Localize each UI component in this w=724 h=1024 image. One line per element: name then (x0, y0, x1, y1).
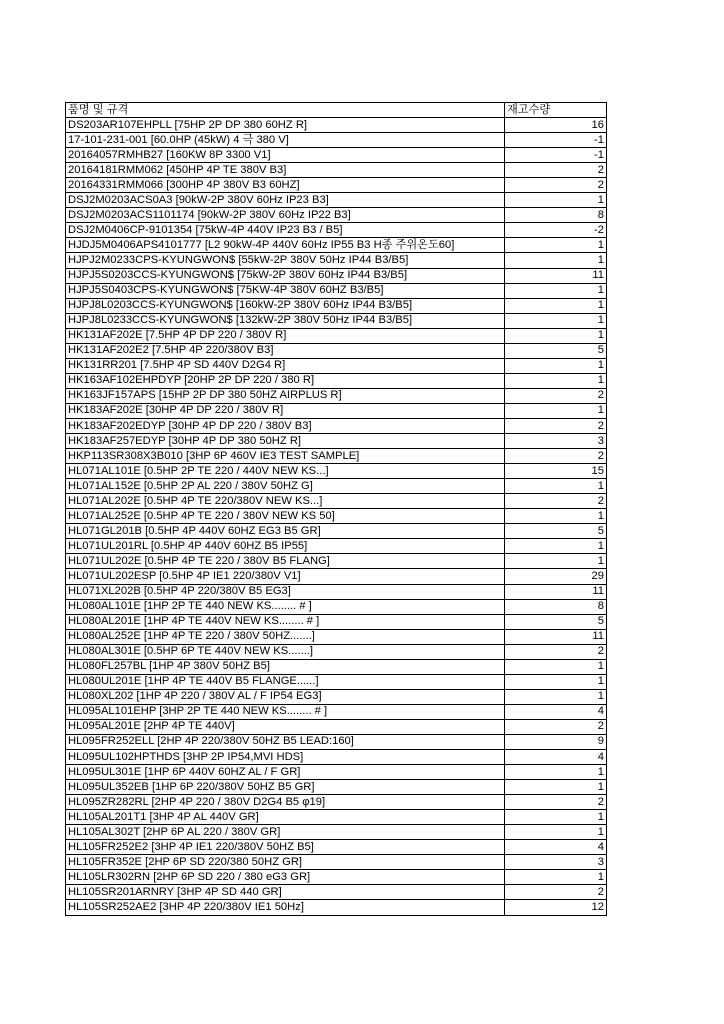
stock-qty-cell: 1 (505, 509, 607, 524)
item-name-spec-cell: HL105FR252E2 [3HP 4P IE1 220/380V 50HZ B5] (66, 840, 505, 855)
table-row (66, 328, 607, 343)
item-name-spec-cell: HKP113SR308X3B010 [3HP 6P 460V IE3 TEST SAMPLE] (66, 449, 505, 464)
item-name-spec-cell: HL105AL201T1 [3HP 4P AL 440V GR] (66, 810, 505, 825)
item-name-spec-cell: HK131AF202E [7.5HP 4P DP 220 / 380V R] (66, 328, 505, 343)
table-row (66, 509, 607, 524)
table-row (66, 403, 607, 418)
item-name-spec-cell: DS203AR107EHPLL [75HP 2P DP 380 60HZ R] (66, 118, 505, 133)
stock-qty-cell: 29 (505, 569, 607, 584)
stock-qty-cell: 2 (505, 163, 607, 178)
table-row (66, 900, 607, 915)
item-name-spec-cell: 17-101-231-001 [60.0HP (45kW) 4 극 380 V] (66, 133, 505, 148)
item-name-spec-cell: 20164057RMHB27 [160KW 8P 3300 V1] (66, 148, 505, 163)
table-row (66, 750, 607, 765)
table-row (66, 870, 607, 885)
stock-qty-cell: 1 (505, 659, 607, 674)
item-name-spec-cell: HK163AF102EHPDYP [20HP 2P DP 220 / 380 R] (66, 373, 505, 388)
item-name-spec-cell: DSJ2M0203ACS0A3 [90kW-2P 380V 60Hz IP23 B3] (66, 193, 505, 208)
item-name-spec-cell: HL071AL252E [0.5HP 4P TE 220 / 380V NEW KS 50] (66, 509, 505, 524)
item-name-spec-cell: HL080UL201E [1HP 4P TE 440V B5 FLANGE......] (66, 674, 505, 689)
stock-qty-cell: 4 (505, 704, 607, 719)
table-row (66, 298, 607, 313)
inventory-sheet (65, 102, 606, 916)
stock-qty-cell: 1 (505, 313, 607, 328)
table-row (66, 373, 607, 388)
column-header-name-spec: 품명 및 규격 (66, 103, 505, 118)
table-body (66, 118, 607, 915)
stock-qty-cell: 4 (505, 750, 607, 765)
table-row (66, 795, 607, 810)
table-row (66, 674, 607, 689)
stock-qty-cell: 2 (505, 494, 607, 509)
stock-qty-cell: -1 (505, 148, 607, 163)
stock-qty-cell: 1 (505, 765, 607, 780)
table-row (66, 840, 607, 855)
stock-qty-cell: -2 (505, 223, 607, 238)
item-name-spec-cell: HL080AL201E [1HP 4P TE 440V NEW KS........ # ] (66, 614, 505, 629)
item-name-spec-cell: HL071AL101E [0.5HP 2P TE 220 / 440V NEW KS...] (66, 464, 505, 479)
item-name-spec-cell: HL080AL301E [0.5HP 6P TE 440V NEW KS.......] (66, 644, 505, 659)
item-name-spec-cell: HK183AF202E [30HP 4P DP 220 / 380V R] (66, 403, 505, 418)
table-row (66, 193, 607, 208)
table-row (66, 644, 607, 659)
table-row (66, 238, 607, 253)
stock-qty-cell: 11 (505, 584, 607, 599)
item-name-spec-cell: HL080FL257BL [1HP 4P 380V 50HZ B5] (66, 659, 505, 674)
item-name-spec-cell: HJPJ8L0233CCS-KYUNGWON$ [132kW-2P 380V 50Hz IP44 B3/B5] (66, 313, 505, 328)
item-name-spec-cell: HL105SR201ARNRY [3HP 4P SD 440 GR] (66, 885, 505, 900)
stock-qty-cell: 1 (505, 328, 607, 343)
stock-qty-cell: 4 (505, 840, 607, 855)
item-name-spec-cell: HL080AL252E [1HP 4P TE 220 / 380V 50HZ.......] (66, 629, 505, 644)
item-name-spec-cell: HL095UL102HPTHDS [3HP 2P IP54,MVI HDS] (66, 750, 505, 765)
stock-qty-cell: 11 (505, 268, 607, 283)
inventory-table (65, 102, 607, 916)
stock-qty-cell: 2 (505, 719, 607, 734)
table-row (66, 418, 607, 433)
item-name-spec-cell: HL095UL301E [1HP 6P 440V 60HZ AL / F GR] (66, 765, 505, 780)
table-row (66, 178, 607, 193)
table-row (66, 464, 607, 479)
item-name-spec-cell: HL071XL202B [0.5HP 4P 220/380V B5 EG3] (66, 584, 505, 599)
stock-qty-cell: 1 (505, 674, 607, 689)
stock-qty-cell: 2 (505, 644, 607, 659)
stock-qty-cell: 2 (505, 449, 607, 464)
table-row (66, 208, 607, 223)
table-row (66, 434, 607, 449)
item-name-spec-cell: HL080AL101E [1HP 2P TE 440 NEW KS........ # ] (66, 599, 505, 614)
stock-qty-cell: 1 (505, 253, 607, 268)
table-row (66, 253, 607, 268)
item-name-spec-cell: HL071UL201RL [0.5HP 4P 440V 60HZ B5 IP55] (66, 539, 505, 554)
item-name-spec-cell: HL071GL201B [0.5HP 4P 440V 60HZ EG3 B5 GR] (66, 524, 505, 539)
table-row (66, 719, 607, 734)
stock-qty-cell: 1 (505, 825, 607, 840)
table-row (66, 584, 607, 599)
item-name-spec-cell: HL080XL202 [1HP 4P 220 / 380V AL / F IP54 EG3] (66, 689, 505, 704)
table-row (66, 569, 607, 584)
item-name-spec-cell: HL095AL201E [2HP 4P TE 440V] (66, 719, 505, 734)
item-name-spec-cell: HL095UL352EB [1HP 6P 220/380V 50HZ B5 GR] (66, 780, 505, 795)
item-name-spec-cell: HK183AF257EDYP [30HP 4P DP 380 50HZ R] (66, 434, 505, 449)
stock-qty-cell: 1 (505, 689, 607, 704)
table-row (66, 539, 607, 554)
stock-qty-cell: 1 (505, 479, 607, 494)
table-header-row (66, 103, 607, 118)
stock-qty-cell: 15 (505, 464, 607, 479)
item-name-spec-cell: DSJ2M0203ACS1101174 [90kW-2P 380V 60Hz IP22 B3] (66, 208, 505, 223)
table-row (66, 148, 607, 163)
column-header-stock-qty: 재고수량 (505, 103, 607, 118)
table-row (66, 358, 607, 373)
stock-qty-cell: 8 (505, 599, 607, 614)
stock-qty-cell: -1 (505, 133, 607, 148)
stock-qty-cell: 1 (505, 358, 607, 373)
table-row (66, 599, 607, 614)
stock-qty-cell: 1 (505, 298, 607, 313)
table-row (66, 133, 607, 148)
table-row (66, 614, 607, 629)
item-name-spec-cell: HJDJ5M0406APS4101777 [L2 90kW-4P 440V 60Hz IP55 B3 H종 주위온도60] (66, 238, 505, 253)
item-name-spec-cell: HK131RR201 [7.5HP 4P SD 440V D2G4 R] (66, 358, 505, 373)
table-row (66, 524, 607, 539)
table-row (66, 479, 607, 494)
item-name-spec-cell: HL105FR352E [2HP 6P SD 220/380 50HZ GR] (66, 855, 505, 870)
item-name-spec-cell: HL105AL302T [2HP 6P AL 220 / 380V GR] (66, 825, 505, 840)
stock-qty-cell: 1 (505, 193, 607, 208)
item-name-spec-cell: HL095AL101EHP [3HP 2P TE 440 NEW KS........ # ] (66, 704, 505, 719)
table-row (66, 780, 607, 795)
stock-qty-cell: 3 (505, 434, 607, 449)
table-row (66, 343, 607, 358)
item-name-spec-cell: HL105SR252AE2 [3HP 4P 220/380V IE1 50Hz] (66, 900, 505, 915)
stock-qty-cell: 2 (505, 885, 607, 900)
stock-qty-cell: 1 (505, 238, 607, 253)
item-name-spec-cell: DSJ2M0406CP-9101354 [75kW-4P 440V IP23 B3 / B5] (66, 223, 505, 238)
stock-qty-cell: 1 (505, 539, 607, 554)
table-row (66, 283, 607, 298)
table-row (66, 765, 607, 780)
table-row (66, 313, 607, 328)
item-name-spec-cell: HL095ZR282RL [2HP 4P 220 / 380V D2G4 B5 φ19] (66, 795, 505, 810)
item-name-spec-cell: HK131AF202E2 [7.5HP 4P 220/380V B3] (66, 343, 505, 358)
table-row (66, 659, 607, 674)
item-name-spec-cell: HJPJ8L0203CCS-KYUNGWON$ [160kW-2P 380V 60Hz IP44 B3/B5] (66, 298, 505, 313)
stock-qty-cell: 2 (505, 795, 607, 810)
stock-qty-cell: 5 (505, 614, 607, 629)
table-row (66, 554, 607, 569)
stock-qty-cell: 1 (505, 554, 607, 569)
table-row (66, 388, 607, 403)
stock-qty-cell: 5 (505, 524, 607, 539)
table-row (66, 885, 607, 900)
item-name-spec-cell: 20164331RMM066 [300HP 4P 380V B3 60HZ] (66, 178, 505, 193)
item-name-spec-cell: HL105LR302RN [2HP 6P SD 220 / 380 eG3 GR] (66, 870, 505, 885)
stock-qty-cell: 1 (505, 373, 607, 388)
item-name-spec-cell: 20164181RMM062 [450HP 4P TE 380V B3] (66, 163, 505, 178)
stock-qty-cell: 1 (505, 780, 607, 795)
item-name-spec-cell: HJPJ5S0203CCS-KYUNGWON$ [75kW-2P 380V 60Hz IP44 B3/B5] (66, 268, 505, 283)
stock-qty-cell: 8 (505, 208, 607, 223)
item-name-spec-cell: HL071AL202E [0.5HP 4P TE 220/380V NEW KS...] (66, 494, 505, 509)
item-name-spec-cell: HJPJ2M0233CPS-KYUNGWON$ [55kW-2P 380V 50Hz IP44 B3/B5] (66, 253, 505, 268)
stock-qty-cell: 1 (505, 870, 607, 885)
stock-qty-cell: 11 (505, 629, 607, 644)
table-row (66, 223, 607, 238)
table-row (66, 449, 607, 464)
item-name-spec-cell: HL095FR252ELL [2HP 4P 220/380V 50HZ B5 LEAD:160] (66, 734, 505, 749)
item-name-spec-cell: HJPJ5S0403CPS-KYUNGWON$ [75KW-4P 380V 60HZ B3/B5] (66, 283, 505, 298)
stock-qty-cell: 1 (505, 403, 607, 418)
stock-qty-cell: 16 (505, 118, 607, 133)
item-name-spec-cell: HL071UL202E [0.5HP 4P TE 220 / 380V B5 FLANG] (66, 554, 505, 569)
stock-qty-cell: 12 (505, 900, 607, 915)
stock-qty-cell: 2 (505, 178, 607, 193)
table-row (66, 494, 607, 509)
stock-qty-cell: 2 (505, 388, 607, 403)
table-row (66, 825, 607, 840)
stock-qty-cell: 3 (505, 855, 607, 870)
stock-qty-cell: 9 (505, 734, 607, 749)
item-name-spec-cell: HL071UL202ESP [0.5HP 4P IE1 220/380V V1] (66, 569, 505, 584)
item-name-spec-cell: HK163JF157APS [15HP 2P DP 380 50HZ AIRPLUS R] (66, 388, 505, 403)
stock-qty-cell: 5 (505, 343, 607, 358)
table-row (66, 810, 607, 825)
stock-qty-cell: 1 (505, 810, 607, 825)
table-row (66, 734, 607, 749)
table-row (66, 855, 607, 870)
stock-qty-cell: 1 (505, 283, 607, 298)
table-row (66, 118, 607, 133)
table-row (66, 268, 607, 283)
table-row (66, 689, 607, 704)
item-name-spec-cell: HL071AL152E [0.5HP 2P AL 220 / 380V 50HZ G] (66, 479, 505, 494)
table-row (66, 704, 607, 719)
table-row (66, 163, 607, 178)
item-name-spec-cell: HK183AF202EDYP [30HP 4P DP 220 / 380V B3] (66, 418, 505, 433)
stock-qty-cell: 2 (505, 418, 607, 433)
table-row (66, 629, 607, 644)
